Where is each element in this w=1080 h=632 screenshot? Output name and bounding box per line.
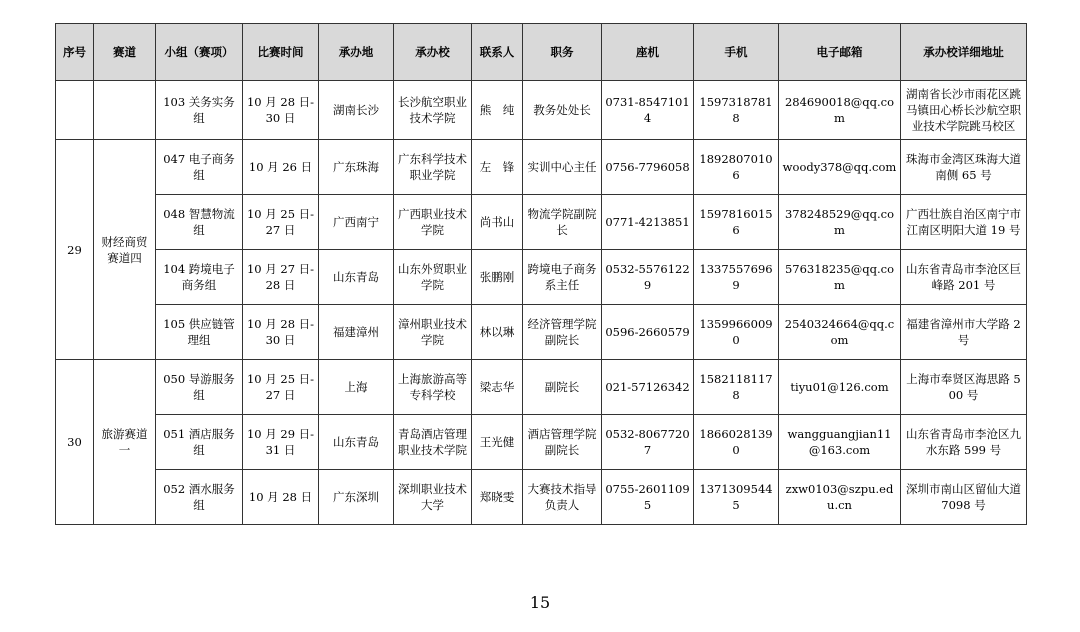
position-cell: 跨境电子商务系主任	[523, 250, 602, 305]
landline-cell: 0755-26011095	[602, 470, 694, 525]
time-cell: 10 月 25 日-27 日	[243, 195, 319, 250]
landline-cell: 021-57126342	[602, 360, 694, 415]
mobile-cell: 15821181178	[694, 360, 779, 415]
place-cell: 湖南长沙	[319, 81, 394, 140]
email-cell: wangguangjian11@163.com	[779, 415, 901, 470]
header-cell: 电子邮箱	[779, 24, 901, 81]
group-cell: 050 导游服务组	[156, 360, 243, 415]
address-cell: 广西壮族自治区南宁市江南区明阳大道 19 号	[901, 195, 1027, 250]
email-cell: 284690018@qq.com	[779, 81, 901, 140]
school-cell: 深圳职业技术大学	[394, 470, 472, 525]
track-cell: 财经商贸赛道四	[94, 140, 156, 360]
address-cell: 山东省青岛市李沧区巨峰路 201 号	[901, 250, 1027, 305]
header-cell: 小组（赛项）	[156, 24, 243, 81]
school-cell: 长沙航空职业技术学院	[394, 81, 472, 140]
header-cell: 手机	[694, 24, 779, 81]
page-number: 15	[529, 593, 551, 612]
school-cell: 漳州职业技术学院	[394, 305, 472, 360]
contact-cell: 郑晓雯	[472, 470, 523, 525]
number-cell: 30	[56, 360, 94, 525]
address-cell: 珠海市金湾区珠海大道南侧 65 号	[901, 140, 1027, 195]
email-cell: 576318235@qq.com	[779, 250, 901, 305]
address-cell: 山东省青岛市李沧区九水东路 599 号	[901, 415, 1027, 470]
contact-cell: 熊 纯	[472, 81, 523, 140]
group-cell: 105 供应链管理组	[156, 305, 243, 360]
school-cell: 广东科学技术职业学院	[394, 140, 472, 195]
time-cell: 10 月 26 日	[243, 140, 319, 195]
email-cell: woody378@qq.com	[779, 140, 901, 195]
address-cell: 上海市奉贤区海思路 500 号	[901, 360, 1027, 415]
number-cell	[56, 81, 94, 140]
group-cell: 104 跨境电子商务组	[156, 250, 243, 305]
place-cell: 上海	[319, 360, 394, 415]
email-cell: 378248529@qq.com	[779, 195, 901, 250]
header-cell: 赛道	[94, 24, 156, 81]
mobile-cell: 15978160156	[694, 195, 779, 250]
header-cell: 比赛时间	[243, 24, 319, 81]
header-cell: 承办地	[319, 24, 394, 81]
contact-cell: 梁志华	[472, 360, 523, 415]
place-cell: 广西南宁	[319, 195, 394, 250]
position-cell: 物流学院副院长	[523, 195, 602, 250]
place-cell: 广东深圳	[319, 470, 394, 525]
time-cell: 10 月 28 日-30 日	[243, 305, 319, 360]
track-cell	[94, 81, 156, 140]
school-cell: 上海旅游高等专科学校	[394, 360, 472, 415]
table-row	[56, 360, 1027, 415]
header-cell: 职务	[523, 24, 602, 81]
mobile-cell: 13599660090	[694, 305, 779, 360]
table-row	[56, 140, 1027, 195]
address-cell: 福建省漳州市大学路 2 号	[901, 305, 1027, 360]
table-row	[56, 250, 1027, 305]
header-cell: 座机	[602, 24, 694, 81]
header-row	[56, 24, 1027, 81]
position-cell: 实训中心主任	[523, 140, 602, 195]
contact-cell: 尚书山	[472, 195, 523, 250]
contest-table	[55, 23, 1027, 525]
time-cell: 10 月 28 日	[243, 470, 319, 525]
contact-cell: 左 锋	[472, 140, 523, 195]
track-cell: 旅游赛道一	[94, 360, 156, 525]
place-cell: 山东青岛	[319, 250, 394, 305]
group-cell: 048 智慧物流组	[156, 195, 243, 250]
place-cell: 山东青岛	[319, 415, 394, 470]
address-cell: 深圳市南山区留仙大道 7098 号	[901, 470, 1027, 525]
mobile-cell: 15973187818	[694, 81, 779, 140]
group-cell: 103 关务实务组	[156, 81, 243, 140]
landline-cell: 0756-7796058	[602, 140, 694, 195]
place-cell: 广东珠海	[319, 140, 394, 195]
mobile-cell: 13375576969	[694, 250, 779, 305]
landline-cell: 0771-4213851	[602, 195, 694, 250]
table-row	[56, 415, 1027, 470]
time-cell: 10 月 27 日-28 日	[243, 250, 319, 305]
mobile-cell: 18928070106	[694, 140, 779, 195]
school-cell: 青岛酒店管理职业技术学院	[394, 415, 472, 470]
mobile-cell: 18660281390	[694, 415, 779, 470]
landline-cell: 0596-2660579	[602, 305, 694, 360]
landline-cell: 0731-85471014	[602, 81, 694, 140]
time-cell: 10 月 28 日-30 日	[243, 81, 319, 140]
group-cell: 047 电子商务组	[156, 140, 243, 195]
email-cell: 2540324664@qq.com	[779, 305, 901, 360]
header-cell: 承办校详细地址	[901, 24, 1027, 81]
position-cell: 副院长	[523, 360, 602, 415]
contact-cell: 林以琳	[472, 305, 523, 360]
table-row	[56, 81, 1027, 140]
position-cell: 酒店管理学院副院长	[523, 415, 602, 470]
school-cell: 广西职业技术学院	[394, 195, 472, 250]
place-cell: 福建漳州	[319, 305, 394, 360]
address-cell: 湖南省长沙市雨花区跳马镇田心桥长沙航空职业技术学院跳马校区	[901, 81, 1027, 140]
group-cell: 052 酒水服务组	[156, 470, 243, 525]
contact-cell: 张鹏刚	[472, 250, 523, 305]
table-row	[56, 470, 1027, 525]
header-cell: 承办校	[394, 24, 472, 81]
position-cell: 教务处处长	[523, 81, 602, 140]
number-cell: 29	[56, 140, 94, 360]
header-cell: 联系人	[472, 24, 523, 81]
position-cell: 经济管理学院副院长	[523, 305, 602, 360]
header-cell: 序号	[56, 24, 94, 81]
time-cell: 10 月 25 日-27 日	[243, 360, 319, 415]
group-cell: 051 酒店服务组	[156, 415, 243, 470]
email-cell: tiyu01@126.com	[779, 360, 901, 415]
table-row	[56, 305, 1027, 360]
email-cell: zxw0103@szpu.edu.cn	[779, 470, 901, 525]
mobile-cell: 13713095445	[694, 470, 779, 525]
school-cell: 山东外贸职业学院	[394, 250, 472, 305]
position-cell: 大赛技术指导负责人	[523, 470, 602, 525]
landline-cell: 0532-80677207	[602, 415, 694, 470]
table-row	[56, 195, 1027, 250]
time-cell: 10 月 29 日-31 日	[243, 415, 319, 470]
landline-cell: 0532-55761229	[602, 250, 694, 305]
contact-cell: 王光健	[472, 415, 523, 470]
